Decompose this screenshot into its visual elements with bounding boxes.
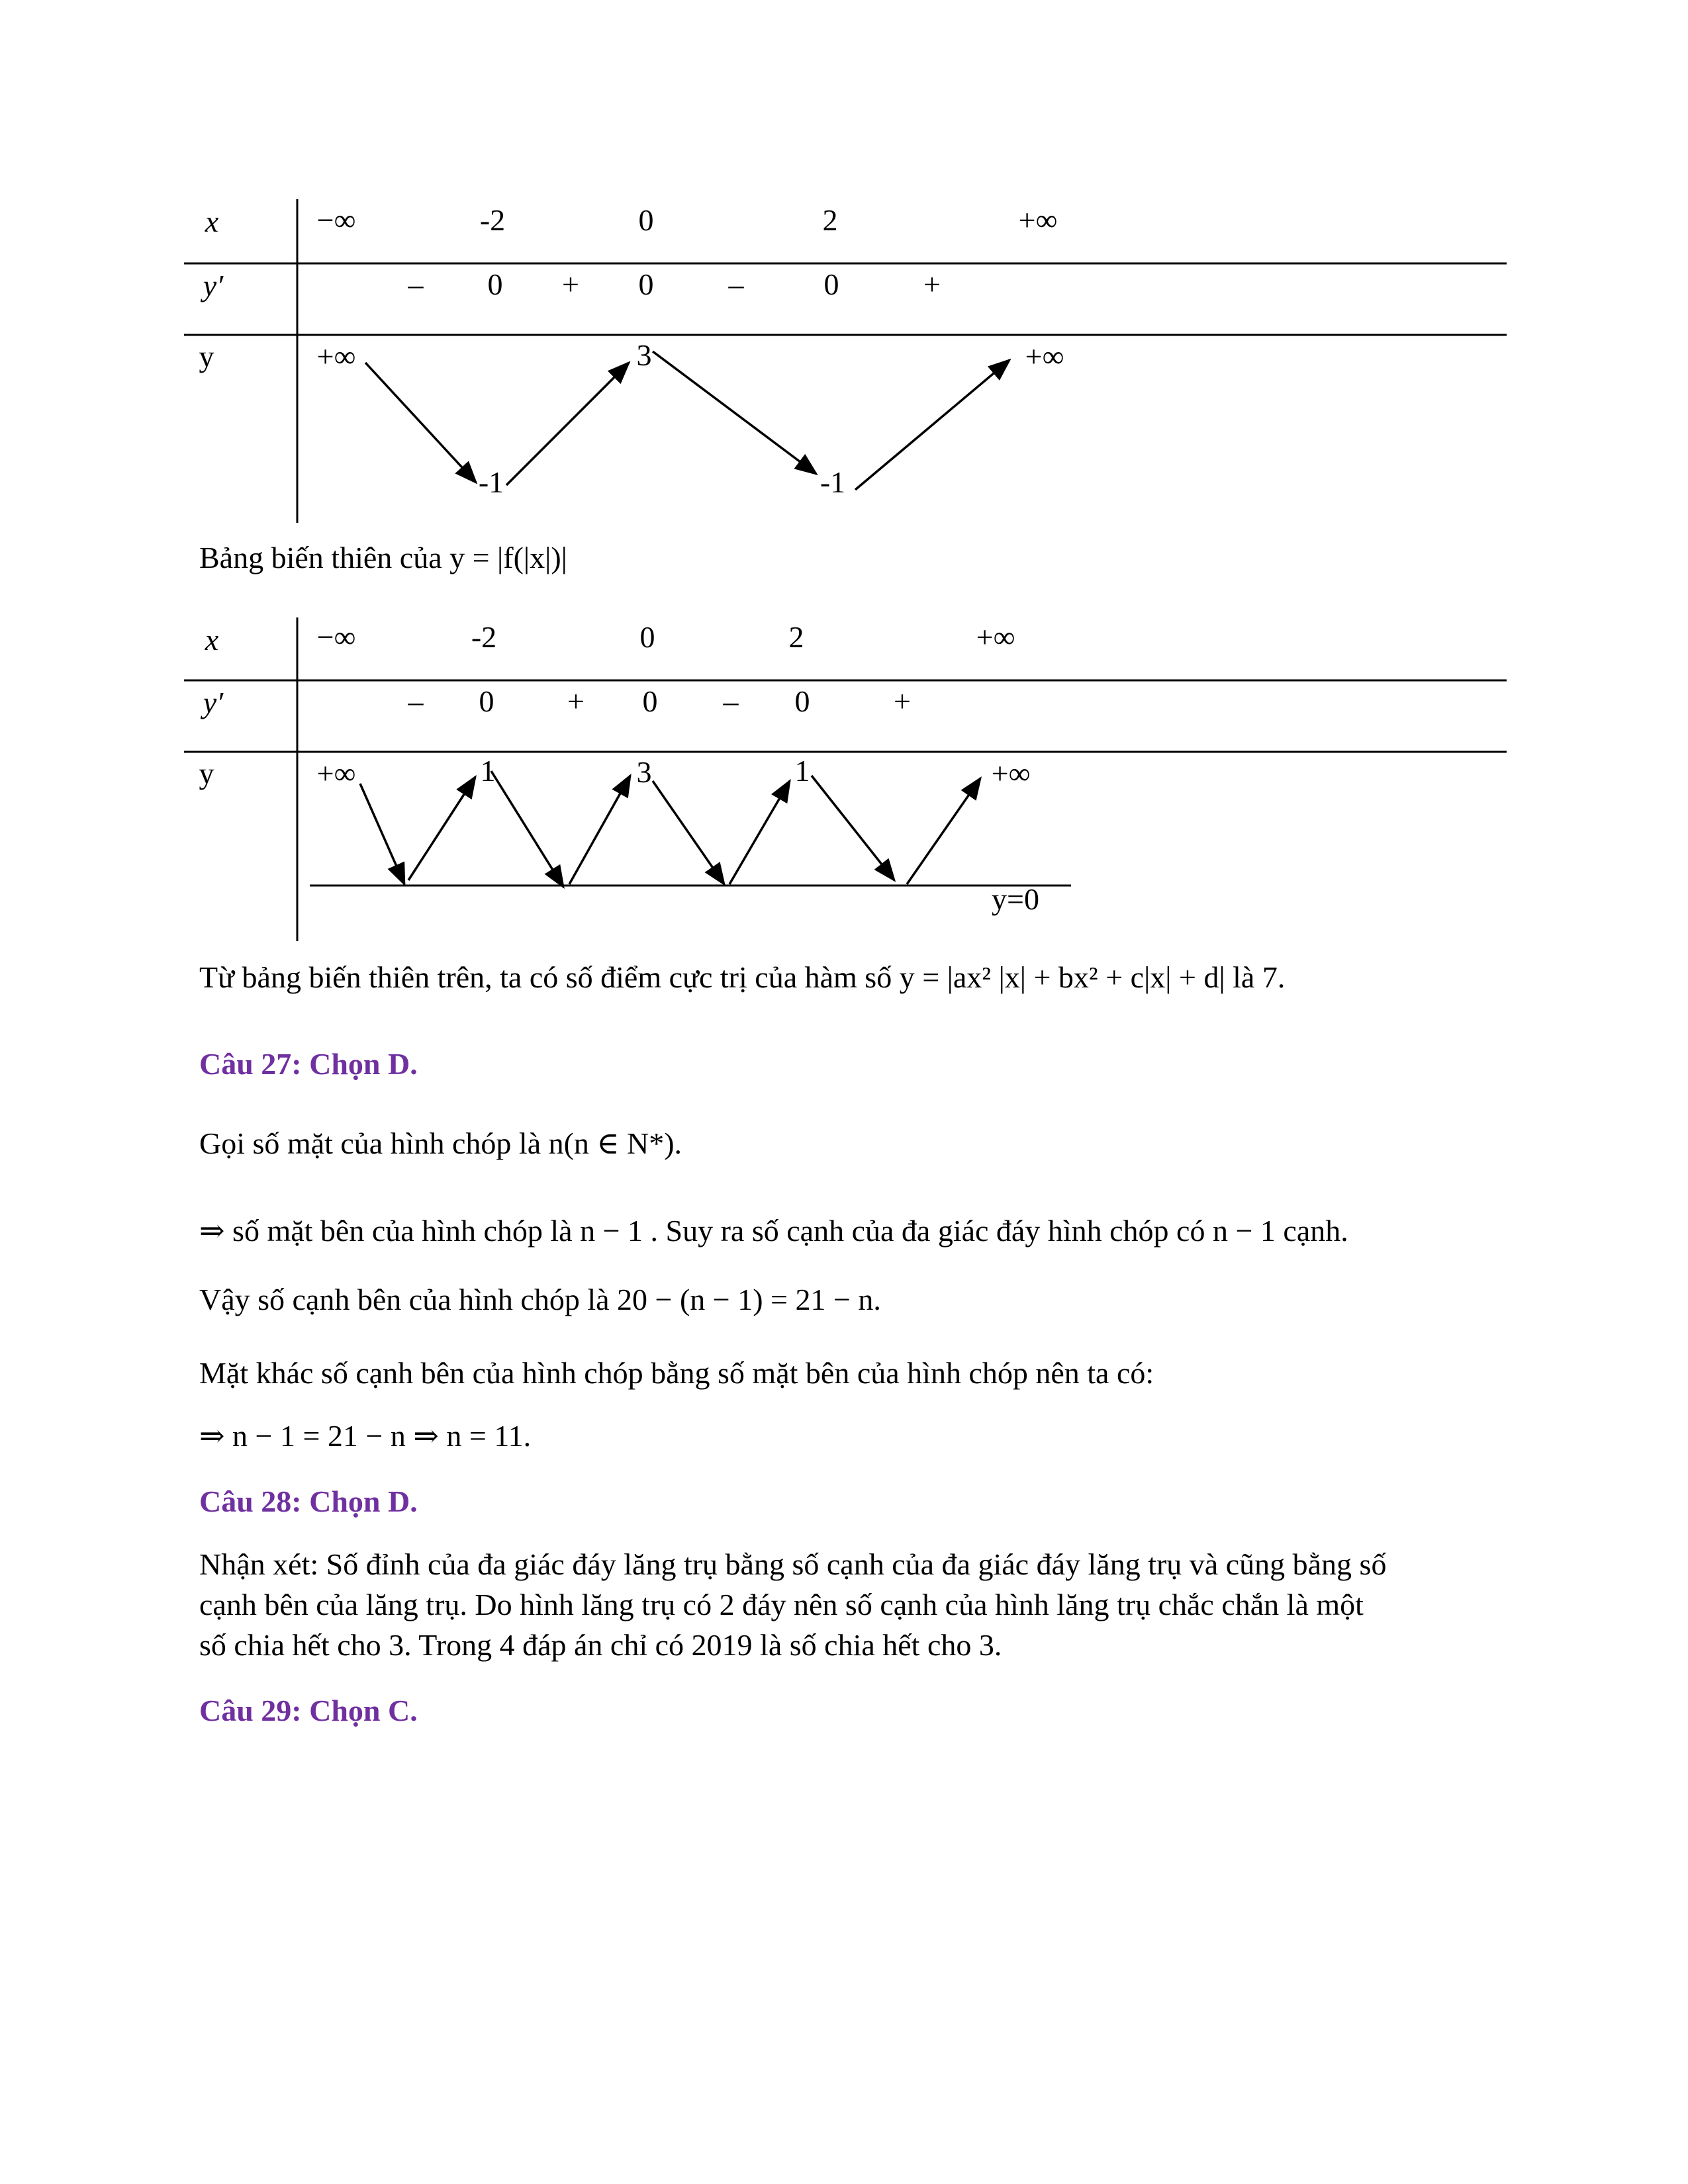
y-value: +∞ — [316, 340, 356, 373]
y-value: 1 — [794, 754, 810, 788]
x-value: +∞ — [976, 620, 1015, 654]
x-value: 0 — [638, 203, 654, 237]
sign: – — [408, 267, 424, 301]
sign: – — [408, 684, 424, 718]
x-value: -2 — [471, 620, 497, 654]
x-value: −∞ — [316, 203, 356, 237]
sign: – — [728, 267, 744, 301]
sign: 0 — [487, 267, 503, 301]
arrow-down — [360, 784, 404, 884]
paragraph: cạnh bên của lăng trụ. Do hình lăng trụ có 2 đáy nên số cạnh của hình lăng trụ chắc chắn là một — [199, 1588, 1364, 1621]
row-label-x: x — [205, 205, 219, 238]
sign: + — [894, 684, 911, 718]
arrow-up — [855, 360, 1009, 490]
arrow-up — [569, 776, 630, 884]
sign: 0 — [794, 684, 810, 718]
arrow-down — [365, 363, 476, 482]
arrow-up — [907, 778, 980, 884]
paragraph: Vậy số cạnh bên của hình chóp là 20 − (n − 1) = 21 − n. — [199, 1283, 881, 1316]
arrow-up — [408, 777, 475, 880]
question-27-heading: Câu 27: Chọn D. — [199, 1047, 418, 1081]
baseline-label: y=0 — [992, 882, 1039, 916]
row-label-yprime: y′ — [203, 686, 224, 719]
row-label-yprime: y′ — [203, 269, 224, 302]
y-value: 3 — [636, 338, 652, 372]
y-value: +∞ — [991, 756, 1031, 790]
paragraph: ⇒ n − 1 = 21 − n ⇒ n = 11. — [199, 1419, 532, 1453]
sign: + — [562, 267, 579, 301]
arrow-down — [491, 771, 563, 887]
x-value: -2 — [479, 203, 506, 237]
arrow-down — [653, 781, 724, 884]
x-value: 2 — [822, 203, 838, 237]
question-29-heading: Câu 29: Chọn C. — [199, 1694, 418, 1727]
sign: 0 — [638, 267, 654, 301]
arrow-up — [506, 363, 629, 485]
arrow-up — [729, 781, 790, 884]
y-value: 1 — [480, 754, 496, 788]
row-label-y: y — [199, 756, 214, 790]
paragraph: Gọi số mặt của hình chóp là n(n ∈ N*). — [199, 1126, 682, 1160]
arrow-down — [812, 776, 894, 880]
x-value: +∞ — [1018, 203, 1058, 237]
y-value: +∞ — [316, 756, 356, 790]
sign: 0 — [823, 267, 839, 301]
x-value: −∞ — [316, 620, 356, 654]
caption-table-2: Bảng biến thiên của y = |f(|x|)| — [199, 541, 567, 574]
y-value: -1 — [478, 465, 504, 499]
y-value: 3 — [636, 755, 652, 789]
conclusion-text: Từ bảng biến thiên trên, ta có số điểm cực trị của hàm số y = |ax² |x| + bx² + c|x| + d| là 7. — [199, 960, 1286, 994]
y-value: +∞ — [1025, 340, 1064, 373]
question-28-heading: Câu 28: Chọn D. — [199, 1484, 418, 1518]
row-label-x: x — [205, 623, 219, 657]
paragraph: Mặt khác số cạnh bên của hình chóp bằng số mặt bên của hình chóp nên ta có: — [199, 1356, 1154, 1390]
x-value: 0 — [639, 620, 655, 654]
y-value: -1 — [820, 465, 846, 499]
x-value: 2 — [788, 620, 804, 654]
sign: – — [723, 684, 739, 718]
paragraph: Nhận xét: Số đỉnh của đa giác đáy lăng trụ bằng số cạnh của đa giác đáy lăng trụ và cũng bằng số — [199, 1547, 1387, 1581]
row-label-y: y — [199, 340, 214, 373]
sign: + — [567, 684, 585, 718]
sign: + — [923, 267, 941, 301]
sign: 0 — [479, 684, 494, 718]
sign: 0 — [642, 684, 658, 718]
arrow-down — [653, 351, 816, 474]
paragraph: số chia hết cho 3. Trong 4 đáp án chỉ có 2019 là số chia hết cho 3. — [199, 1628, 1002, 1662]
paragraph: ⇒ số mặt bên của hình chóp là n − 1 . Suy ra số cạnh của đa giác đáy hình chóp có n − 1 cạnh. — [199, 1214, 1348, 1248]
